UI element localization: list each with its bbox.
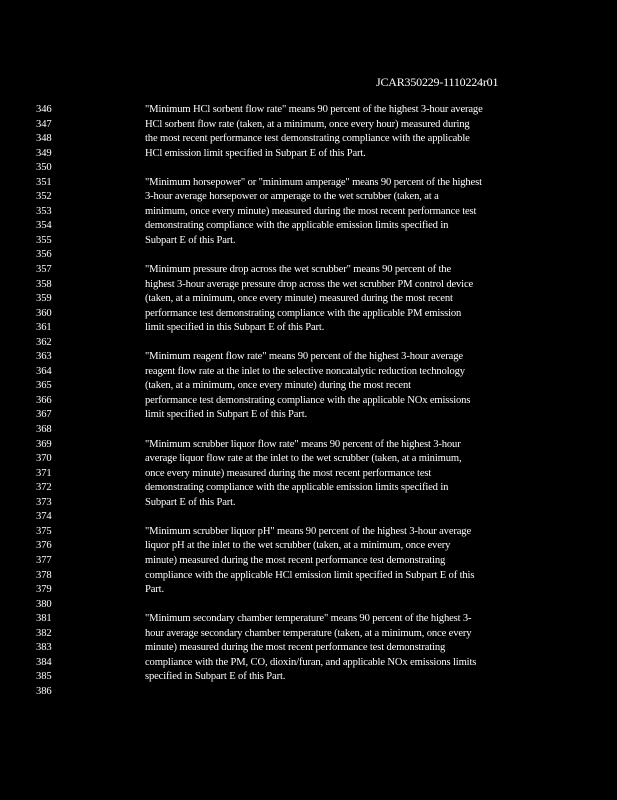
line-number: 381 bbox=[36, 613, 52, 625]
document-line bbox=[0, 685, 617, 700]
document-line bbox=[0, 292, 617, 307]
line-number: 353 bbox=[36, 205, 52, 217]
line-number: 347 bbox=[36, 118, 52, 130]
document-line bbox=[0, 321, 617, 336]
document-line bbox=[0, 205, 617, 220]
line-text: limit specified in Subpart E of this Part. bbox=[145, 409, 308, 421]
line-number: 371 bbox=[36, 467, 52, 479]
line-number: 370 bbox=[36, 453, 52, 465]
line-number: 354 bbox=[36, 220, 52, 232]
line-number: 372 bbox=[36, 482, 52, 494]
line-number: 377 bbox=[36, 554, 52, 566]
line-text: demonstrating compliance with the applicable emission limits specified in bbox=[145, 482, 449, 494]
document-line bbox=[0, 670, 617, 685]
document-line bbox=[0, 569, 617, 584]
document-line bbox=[0, 554, 617, 569]
line-text: minute) measured during the most recent performance test demonstrating bbox=[145, 642, 446, 654]
line-text: "Minimum HCl sorbent flow rate" means 90 percent of the highest 3-hour average bbox=[145, 104, 483, 115]
line-text: performance test demonstrating compliance with the applicable NOx emissions bbox=[145, 394, 471, 406]
line-text: "Minimum horsepower" or "minimum amperage" means 90 percent of the highest bbox=[145, 176, 482, 188]
line-text: minute) measured during the most recent performance test demonstrating bbox=[145, 554, 446, 566]
numbered-line-list bbox=[0, 103, 617, 699]
document-line bbox=[0, 612, 617, 627]
line-number: 378 bbox=[36, 569, 52, 581]
line-text: "Minimum pressure drop across the wet scrubber" means 90 percent of the bbox=[145, 264, 452, 276]
document-line bbox=[0, 103, 617, 118]
document-line bbox=[0, 336, 617, 351]
document-line bbox=[0, 118, 617, 133]
line-number: 349 bbox=[36, 147, 52, 159]
line-text: (taken, at a minimum, once every minute) measured during the most recent bbox=[145, 293, 453, 305]
line-text: HCl sorbent flow rate (taken, at a minimum, once every hour) measured during bbox=[145, 118, 470, 130]
line-number: 361 bbox=[36, 322, 52, 334]
document-line bbox=[0, 365, 617, 380]
line-number: 351 bbox=[36, 176, 52, 188]
document-line bbox=[0, 510, 617, 525]
document-line bbox=[0, 641, 617, 656]
line-number: 369 bbox=[36, 438, 52, 450]
line-text: liquor pH at the inlet to the wet scrubber (taken, at a minimum, once every bbox=[145, 540, 451, 552]
line-text: the most recent performance test demonstrating compliance with the applicable bbox=[145, 133, 470, 145]
line-number: 358 bbox=[36, 278, 52, 290]
document-line bbox=[0, 190, 617, 205]
line-number: 380 bbox=[36, 598, 52, 610]
line-text: average liquor flow rate at the inlet to the wet scrubber (taken, at a minimum, bbox=[145, 453, 462, 465]
document-line bbox=[0, 423, 617, 438]
line-text: HCl emission limit specified in Subpart E of this Part. bbox=[145, 147, 366, 159]
line-number: 352 bbox=[36, 191, 52, 203]
line-number: 382 bbox=[36, 627, 52, 639]
line-number: 355 bbox=[36, 234, 52, 246]
line-number: 366 bbox=[36, 394, 52, 406]
document-line bbox=[0, 525, 617, 540]
document-line bbox=[0, 278, 617, 293]
line-text: Subpart E of this Part. bbox=[145, 234, 236, 246]
document-line bbox=[0, 438, 617, 453]
line-number: 357 bbox=[36, 264, 52, 276]
document-line bbox=[0, 307, 617, 322]
document-line bbox=[0, 627, 617, 642]
document-line bbox=[0, 583, 617, 598]
document-line bbox=[0, 248, 617, 263]
line-text: (taken, at a minimum, once every minute) during the most recent bbox=[145, 380, 411, 392]
document-line bbox=[0, 234, 617, 249]
line-text: hour average secondary chamber temperature (taken, at a minimum, once every bbox=[145, 627, 472, 639]
line-number: 364 bbox=[36, 365, 52, 377]
line-number: 365 bbox=[36, 380, 52, 392]
document-line bbox=[0, 394, 617, 409]
line-text: compliance with the applicable HCl emission limit specified in Subpart E of this bbox=[145, 569, 475, 581]
line-text: limit specified in this Subpart E of this Part. bbox=[145, 322, 325, 334]
line-number: 376 bbox=[36, 540, 52, 552]
document-line bbox=[0, 176, 617, 191]
line-number: 360 bbox=[36, 307, 52, 319]
line-number: 368 bbox=[36, 424, 52, 436]
line-text: "Minimum secondary chamber temperature" means 90 percent of the highest 3- bbox=[145, 613, 472, 625]
line-number: 363 bbox=[36, 351, 52, 363]
document-line bbox=[0, 452, 617, 467]
document-line bbox=[0, 350, 617, 365]
document-line bbox=[0, 496, 617, 511]
line-text: reagent flow rate at the inlet to the selective noncatalytic reduction technology bbox=[145, 365, 465, 377]
line-number: 385 bbox=[36, 671, 52, 683]
line-text: minimum, once every minute) measured during the most recent performance test bbox=[145, 205, 477, 217]
document-line bbox=[0, 132, 617, 147]
line-text: once every minute) measured during the most recent performance test bbox=[145, 467, 432, 479]
document-line bbox=[0, 656, 617, 671]
line-number: 379 bbox=[36, 584, 52, 596]
line-number: 375 bbox=[36, 525, 52, 537]
line-number: 359 bbox=[36, 293, 52, 305]
document-line bbox=[0, 481, 617, 496]
line-number: 386 bbox=[36, 685, 52, 697]
line-text: compliance with the PM, CO, dioxin/furan, and applicable NOx emissions limits bbox=[145, 656, 477, 668]
document-line bbox=[0, 539, 617, 554]
line-text: highest 3-hour average pressure drop across the wet scrubber PM control device bbox=[145, 278, 474, 290]
line-text: "Minimum scrubber liquor pH" means 90 percent of the highest 3-hour average bbox=[145, 525, 472, 537]
line-number: 350 bbox=[36, 162, 52, 174]
document-line bbox=[0, 219, 617, 234]
line-number: 346 bbox=[36, 104, 52, 115]
line-text: demonstrating compliance with the applicable emission limits specified in bbox=[145, 220, 449, 232]
line-text: "Minimum scrubber liquor flow rate" means 90 percent of the highest 3-hour bbox=[145, 438, 461, 450]
line-number: 356 bbox=[36, 249, 52, 261]
line-number: 383 bbox=[36, 642, 52, 654]
document-line bbox=[0, 598, 617, 613]
line-number: 362 bbox=[36, 336, 52, 348]
line-text: "Minimum reagent flow rate" means 90 percent of the highest 3-hour average bbox=[145, 351, 463, 363]
line-text: 3-hour average horsepower or amperage to the wet scrubber (taken, at a bbox=[145, 191, 439, 203]
line-number: 374 bbox=[36, 511, 52, 523]
document-line bbox=[0, 263, 617, 278]
line-number: 348 bbox=[36, 133, 52, 145]
line-text: Subpart E of this Part. bbox=[145, 496, 236, 508]
line-text: specified in Subpart E of this Part. bbox=[145, 671, 286, 683]
line-text: performance test demonstrating compliance with the applicable PM emission bbox=[145, 307, 462, 319]
line-text: Part. bbox=[145, 584, 164, 596]
document-line bbox=[0, 467, 617, 482]
document-line bbox=[0, 408, 617, 423]
document-line bbox=[0, 147, 617, 162]
line-number: 384 bbox=[36, 656, 52, 668]
line-number: 367 bbox=[36, 409, 52, 421]
document-line bbox=[0, 161, 617, 176]
document-header-code: JCAR350229-1110224r01 bbox=[376, 75, 499, 89]
document-line bbox=[0, 379, 617, 394]
line-number: 373 bbox=[36, 496, 52, 508]
